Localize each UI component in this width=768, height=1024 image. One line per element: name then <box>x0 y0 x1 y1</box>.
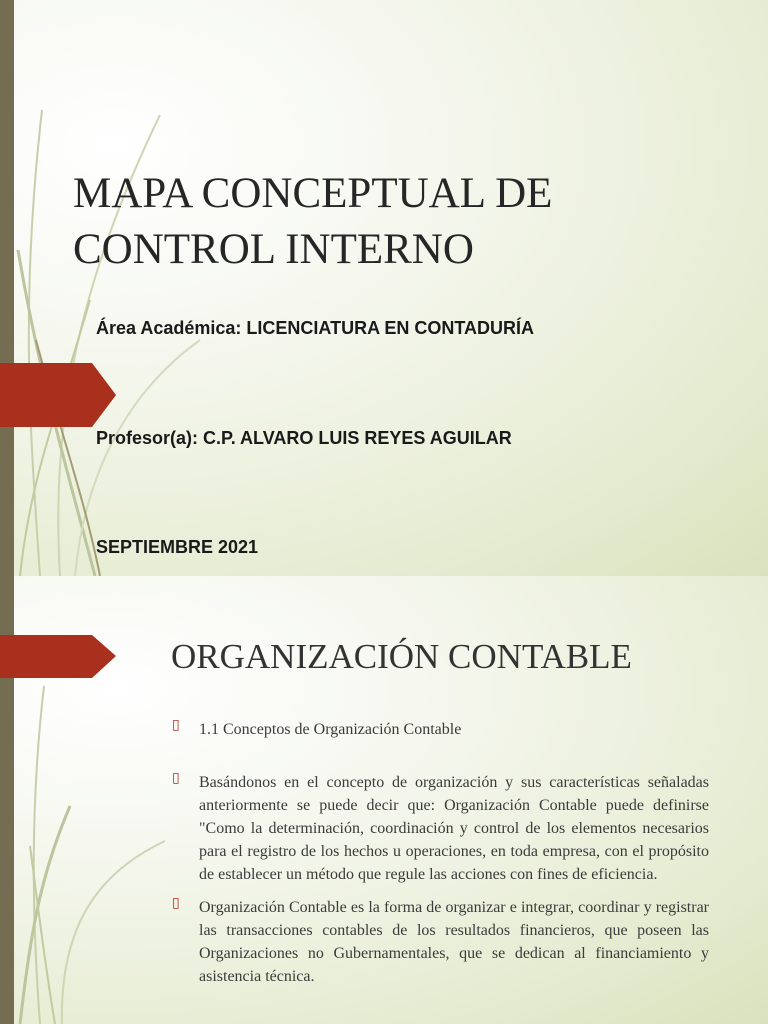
decorative-grass-lines <box>0 0 220 576</box>
list-item <box>172 771 709 886</box>
bullet-text: Organización Contable es la forma de organizar e integrar, coordinar y registrar las transacciones contables de los resultados financieros, que poseen las Organizaciones no Gubernamentales, que se dedican al financiamiento y asistencia técnica. <box>199 899 709 985</box>
bullet-marker-icon: ▯ <box>172 717 180 733</box>
list-item <box>172 896 709 988</box>
slide-title: ORGANIZACIÓN CONTABLE <box>171 637 632 676</box>
slide-title <box>73 166 713 278</box>
bullet-marker-icon: ▯ <box>172 770 180 786</box>
bullet-marker-icon: ▯ <box>172 895 180 911</box>
red-arrow-tab <box>0 363 116 427</box>
bullet-text: 1.1 Conceptos de Organización Contable <box>199 721 462 738</box>
content-slide <box>0 576 768 1024</box>
bullet-text: Basándonos en el concepto de organización y sus características señaladas anteriormente se puede decir que: Organización Contable puede definirse "Como la determinación, coordinación y control de los elementos necesarios para el registro de los hechos u operaciones, en toda empresa, con el propósito de establecer un método que regule las acciones con fines de eficiencia. <box>199 774 709 883</box>
bullet-list <box>172 718 709 988</box>
title-line-1: MAPA CONCEPTUAL DE <box>73 170 553 217</box>
date: SEPTIEMBRE 2021 <box>96 537 259 557</box>
red-arrow-tab <box>0 635 116 678</box>
list-item <box>172 718 709 741</box>
professor: Profesor(a): C.P. ALVARO LUIS REYES AGUILAR <box>96 428 512 448</box>
academic-area: Área Académica: LICENCIATURA EN CONTADURÍA <box>96 318 535 338</box>
title-line-2: CONTROL INTERNO <box>73 226 474 273</box>
